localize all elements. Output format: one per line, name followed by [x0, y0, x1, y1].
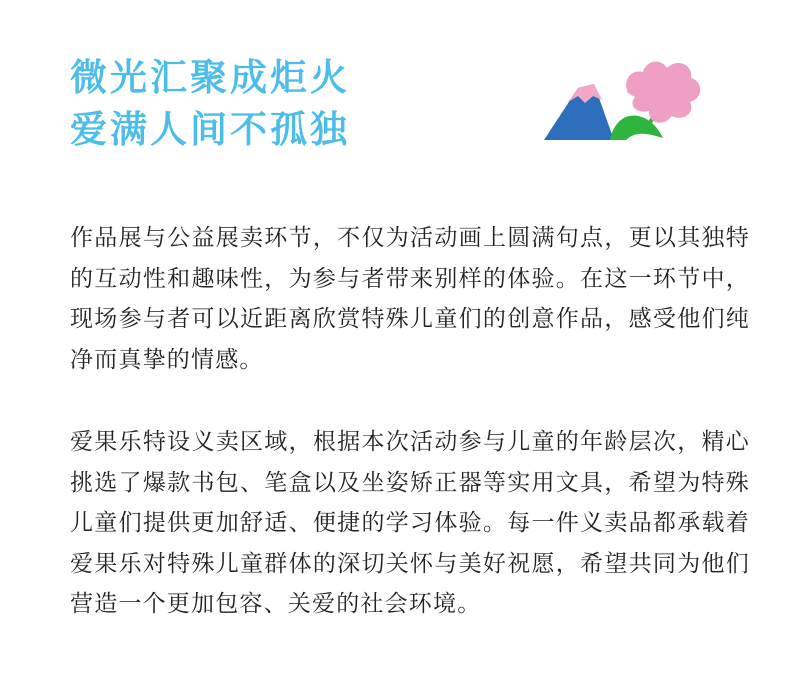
paragraph-2: 爱果乐特设义卖区域，根据本次活动参与儿童的年龄层次，精心挑选了爆款书包、笔盒以及坐姿矫正器等实用文具，希望为特殊儿童们提供更加舒适、便捷的学习体验。每一件义卖品都承载着爱果乐对特殊儿童群体的深切关怀与美好祝愿，希望共同为他们营造一个更加包容、关爱的社会环境。 — [70, 429, 750, 617]
flower-shape — [626, 62, 700, 123]
page-title — [70, 52, 350, 156]
paragraph-1: 作品展与公益展卖环节，不仅为活动画上圆满句点，更以其独特的互动性和趣味性，为参与者带来别样的体验。在这一环节中，现场参与者可以近距离欣赏特殊儿童们的创意作品，感受他们纯净而真挚的情感。 — [70, 225, 750, 373]
title-line-2: 爱满人间不孤独 — [70, 108, 350, 151]
mountain-and-flower-illustration — [540, 50, 720, 146]
title-line-1: 微光汇聚成炬火 — [70, 56, 350, 99]
header — [0, 0, 809, 160]
article-body — [70, 218, 750, 667]
